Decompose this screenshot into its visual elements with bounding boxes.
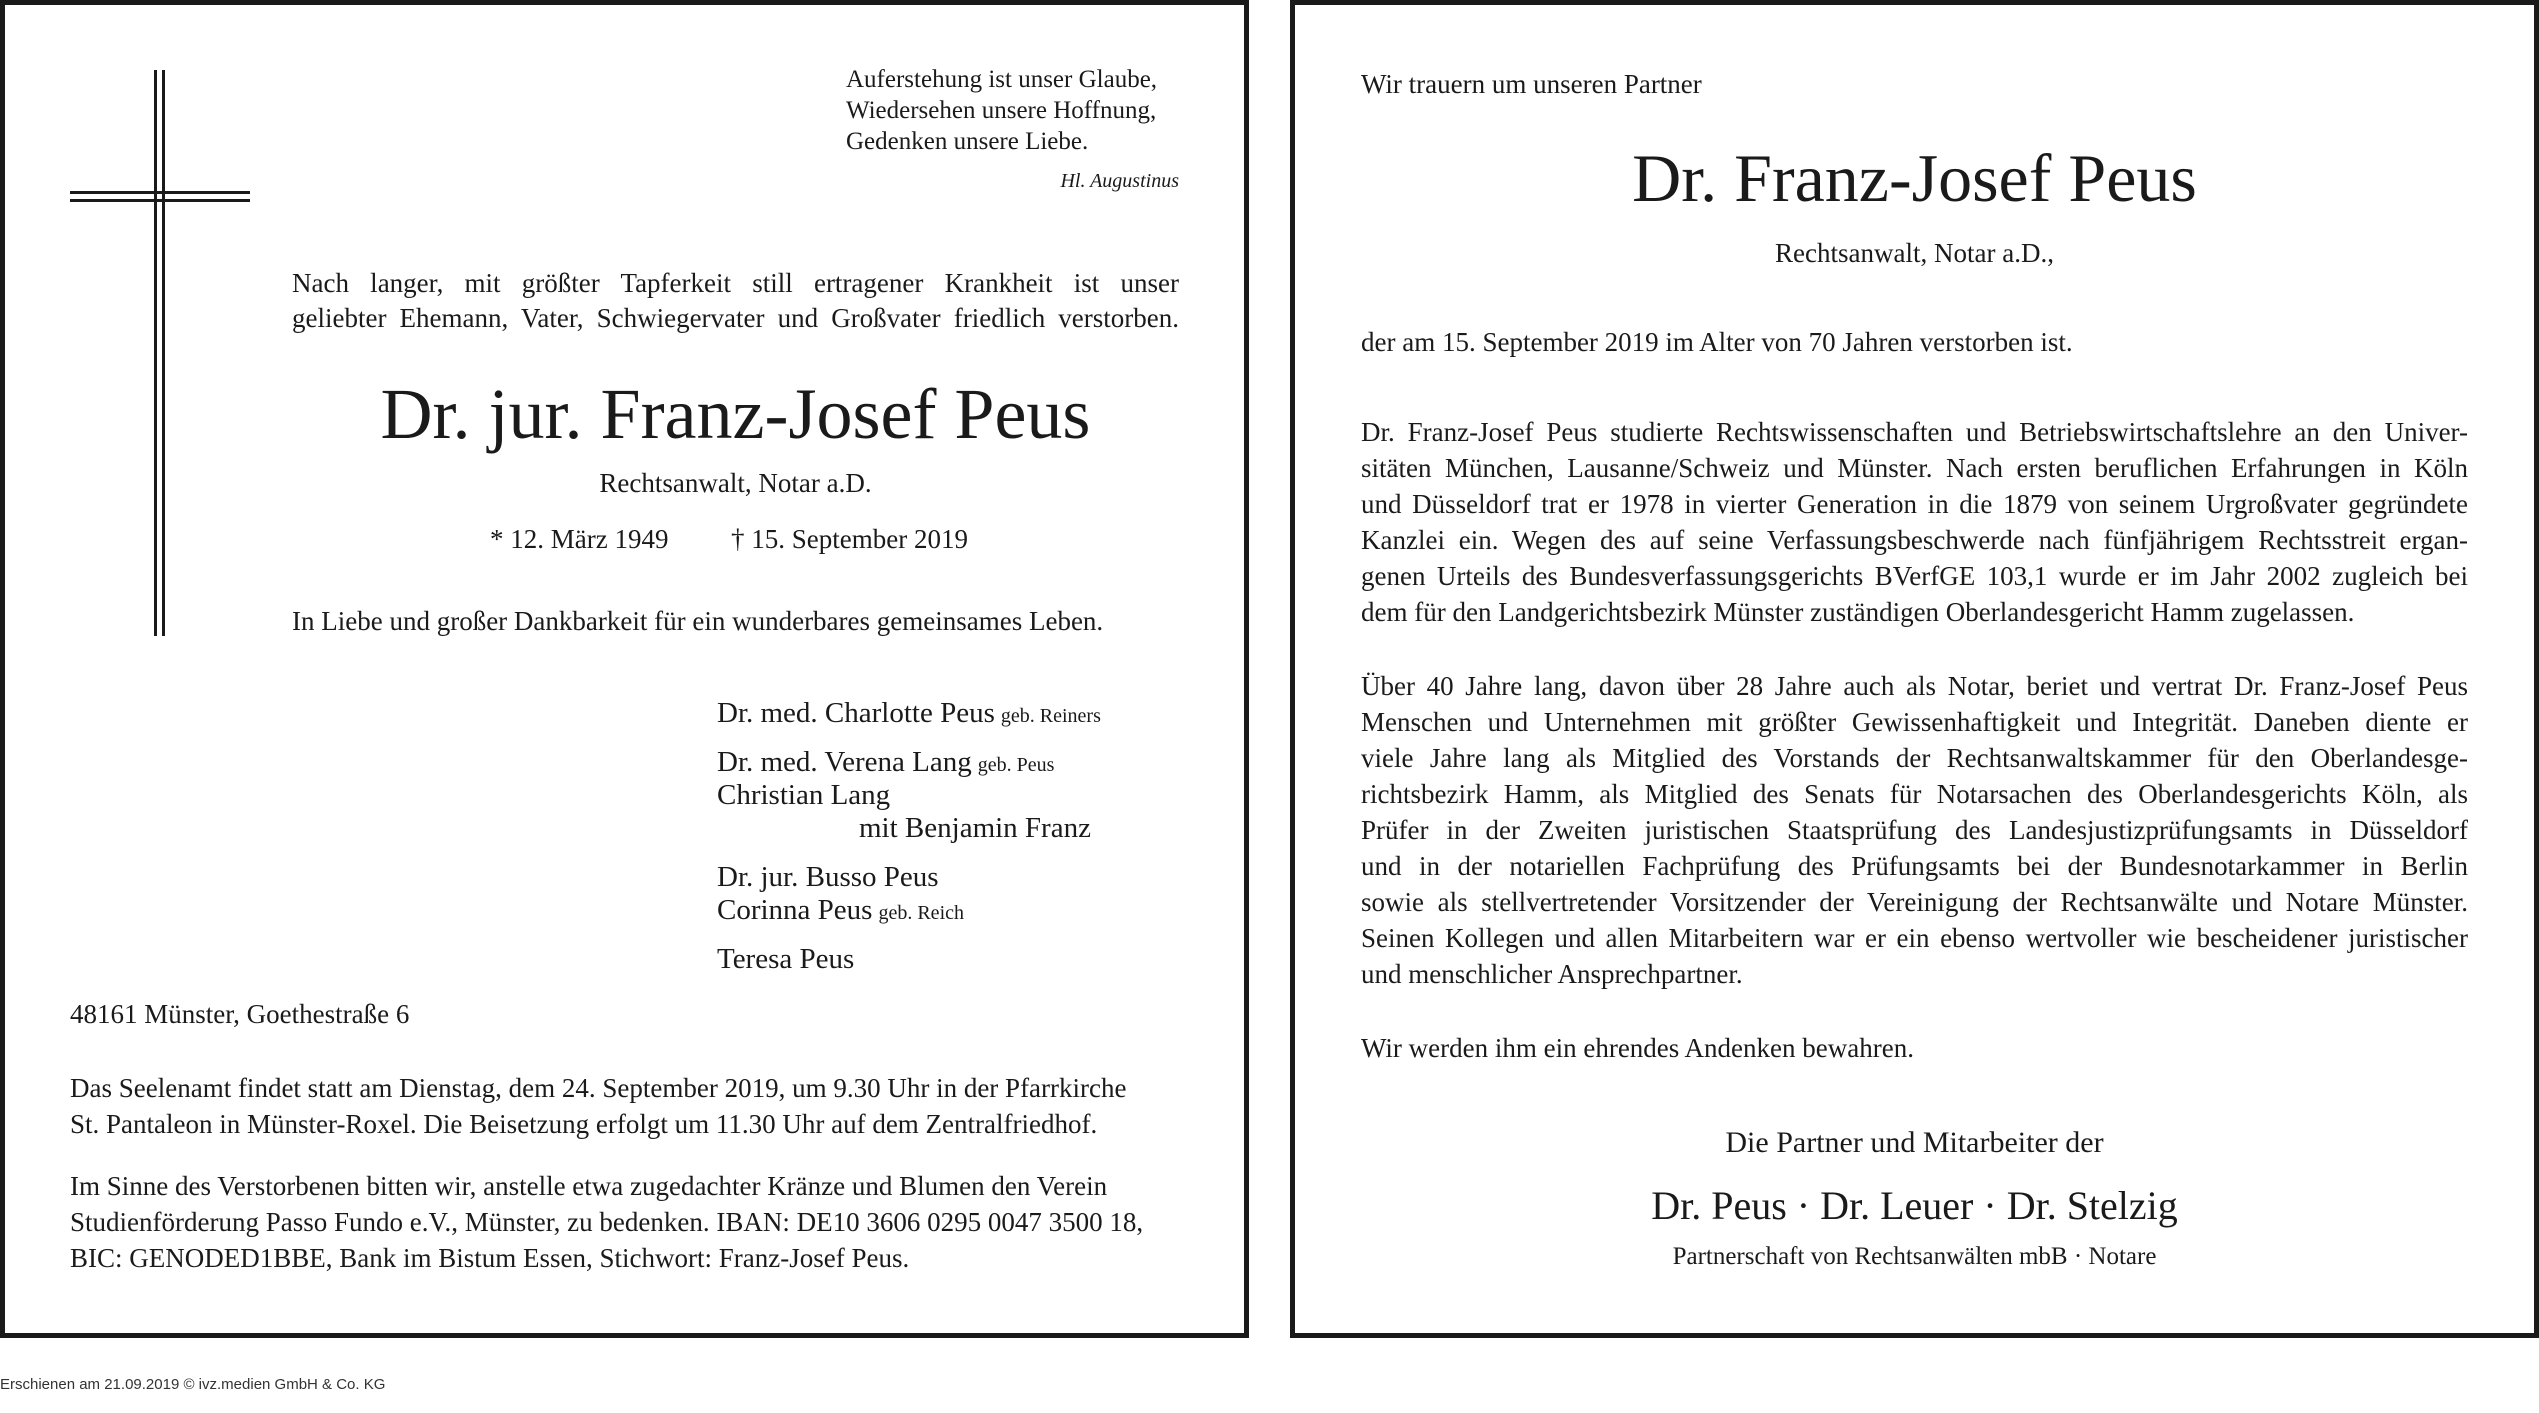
- profession: Rechtsanwalt, Notar a.D.: [599, 468, 872, 498]
- family-member: Dr. jur. Busso Peus: [717, 861, 939, 893]
- died-line: der am 15. September 2019 im Alter von 70 Jahren verstorben ist.: [1361, 327, 2073, 357]
- death-date: † 15. September 2019: [731, 524, 968, 554]
- publication-note: Erschienen am 21.09.2019 © ivz.medien GmbH & Co. KG: [0, 1376, 386, 1393]
- family-member: Dr. med. Charlotte Peus geb. Reiners: [717, 697, 1101, 729]
- firm-type: Partnerschaft von Rechtsanwälten mbB · Notare: [1672, 1243, 2157, 1270]
- biography-paragraph-1: Dr. Franz-Josef Peus studierte Rechtswissenschaften und Betriebswirtschaftslehre an den Univer- sitäten München, Lausanne/Schweiz und Münster. Nach ersten beruflichen Erfahrungen in Köln und Düsseldorf trat er 1978 in vierter Generation in die 1879 von seinem Urgroßvater gegründete Kanzlei ein. Wegen des auf seine Verfassungsbeschwerde nach fünfjährigem Rechtsstreit ergan- genen Urteils des Bundesverfassungsgerichts BVerfGE 103,1 wurde er im Jahr 2002 zugleich bei dem für den Landgerichtsbezirk Münster zuständigen Oberlandesgericht Hamm zugelassen.: [1361, 417, 2468, 627]
- service-info: Das Seelenamt findet statt am Dienstag, dem 24. September 2019, um 9.30 Uhr in der Pfarrkirche St. Pantaleon in Münster-Roxel. Die Beisetzung erfolgt um 11.30 Uhr auf dem Zentralfriedhof.: [70, 1073, 1127, 1139]
- intro-text: Nach langer, mit größter Tapferkeit still ertragener Krankheit ist unser geliebter Ehemann, Vater, Schwiegervater und Großvater friedlich verstorben.: [292, 268, 1179, 333]
- closing-line: Wir werden ihm ein ehrendes Andenken bewahren.: [1361, 1033, 1914, 1063]
- family-member: Teresa Peus: [717, 943, 855, 975]
- birth-date: * 12. März 1949: [490, 524, 669, 554]
- biography-paragraph-2: Über 40 Jahre lang, davon über 28 Jahre auch als Notar, beriet und vertrat Dr. Franz-Josef Peus Menschen und Unternehmen mit größter Gewissenhaftigkeit und Integrität. Daneben diente er viele Jahre lang als Mitglied des Vorstands der Rechtsanwaltskammer für den Oberlandesge- richtsbezirk Hamm, als Mitglied des Senats für Notarsachen des Oberlandesgerichts Köln, als Prüfer in der Zweiten juristischen Staatsprüfung des Landesjustizprüfungsamts in Düsseldorf und in der notariellen Fachprüfung des Prüfungsamts bei der Bundesnotarkammer in Berlin sowie als stellvertretender Vorsitzender der Vereinigung der Rechtsanwälte und Notare Münster. Seinen Kollegen und allen Mitarbeitern war er ein ebenso wertvoller wie bescheidener juristischer und menschlicher Ansprechpartner.: [1361, 671, 2468, 989]
- signature-line: Die Partner und Mitarbeiter der: [1725, 1126, 2104, 1159]
- address: 48161 Münster, Goethestraße 6: [70, 999, 410, 1029]
- firm-name: Dr. Peus · Dr. Leuer · Dr. Stelzig: [1651, 1183, 2178, 1228]
- family-member: Dr. med. Verena Lang geb. Peus: [717, 746, 1055, 778]
- deceased-name: Dr. jur. Franz-Josef Peus: [380, 374, 1091, 454]
- family-member: mit Benjamin Franz: [859, 812, 1091, 844]
- partner-intro: Wir trauern um unseren Partner: [1361, 69, 1702, 99]
- quote-author: Hl. Augustinus: [1060, 170, 1179, 192]
- quote: Auferstehung ist unser Glaube, Wiedersehen unsere Hoffnung, Gedenken unsere Liebe.: [846, 66, 1158, 155]
- partner-profession: Rechtsanwalt, Notar a.D.,: [1775, 238, 2054, 268]
- donation-info: Im Sinne des Verstorbenen bitten wir, anstelle etwa zugedachter Kränze und Blumen den Verein Studienförderung Passo Fundo e.V., Münster, zu bedenken. IBAN: DE10 3606 0295 0047 3500 18, BIC: GENODED1BBE, Bank im Bistum Essen, Stichwort: Franz-Josef Peus.: [70, 1171, 1144, 1273]
- family-member: Christian Lang: [717, 779, 891, 811]
- love-line: In Liebe und großer Dankbarkeit für ein wunderbares gemeinsames Leben.: [292, 606, 1104, 636]
- family-member: Corinna Peus geb. Reich: [717, 894, 964, 926]
- partner-name: Dr. Franz-Josef Peus: [1632, 140, 2197, 216]
